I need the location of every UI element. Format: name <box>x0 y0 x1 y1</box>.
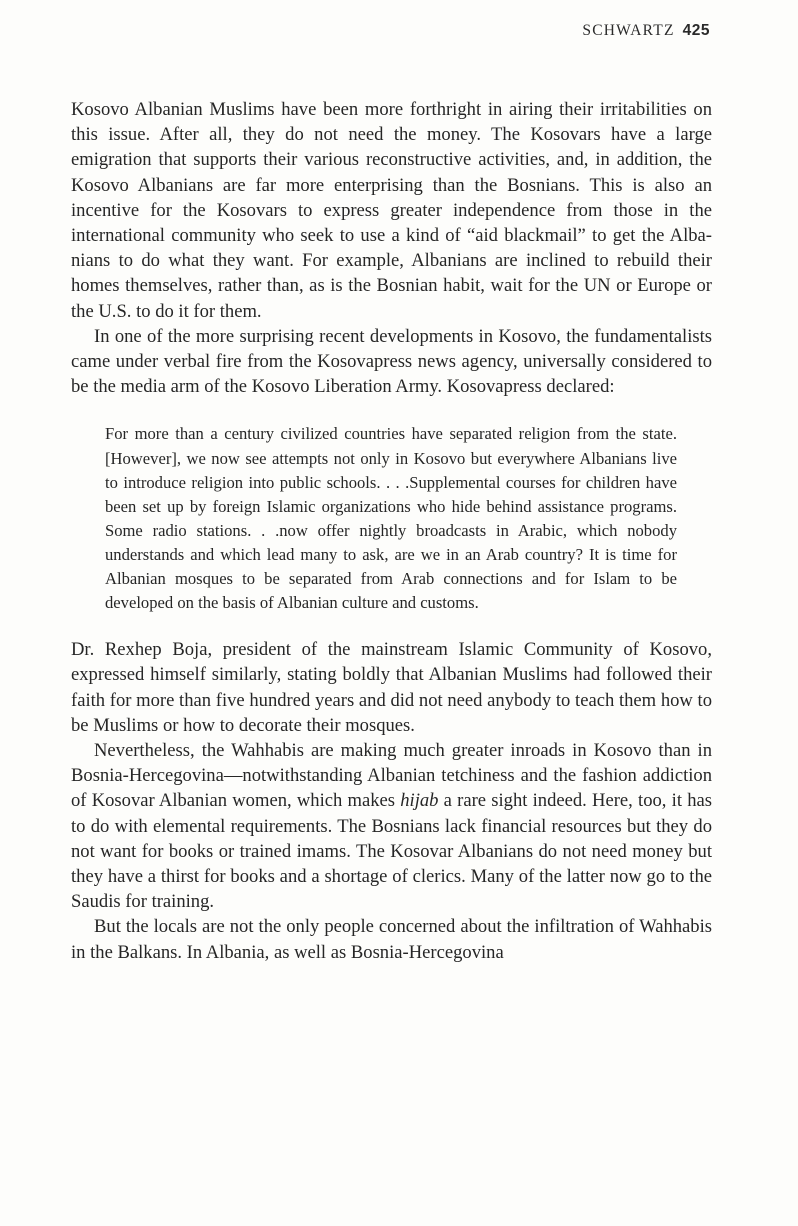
paragraph-3: Dr. Rexhep Boja, president of the mainstream Islamic Community of Kosovo, expressed himself similarly, stating boldly that Albanian Muslims had followed their faith for more than five hundred years and did not need anybody to teach them how to be Muslims or how to decorate their mosques. <box>71 639 712 736</box>
paragraph-4 <box>71 738 712 914</box>
page-number: 425 <box>682 22 710 39</box>
paragraph-4-end: a rare sight indeed. Here, too, it has to do with elemental requirements. The Bosnians lack financial resources but they do not want for books or trained imams. The Kosovar Albanians do not need money but they have a thirst for books and a shortage of clerics. Many of the latter now go to the Saudis for training. <box>71 790 712 913</box>
running-header <box>582 22 710 40</box>
running-head: SCHWARTZ <box>582 22 675 39</box>
hijab-term: hijab <box>400 790 439 812</box>
paragraph-2: In one of the more surprising recent developments in Kosovo, the fundamentalists came under verbal fire from the Kosovapress news agency, universally considered to be the media arm of the Kosovo Liberation Army. Kosovapress declared: <box>71 325 712 398</box>
page-body <box>71 97 712 965</box>
block-quote <box>105 422 677 615</box>
paragraph-4-start: Nevertheless, the Wahhabis are making much greater inroads in Kosovo than in Bosnia-Hercegovina—notwithstanding Albanian tetchiness and the fashion addiction of Kosovar Albanian women, which makes <box>71 740 712 812</box>
paragraph-5: But the locals are not the only people concerned about the infiltration of Wahhabis in the Balkans. In Albania, as well as Bosnia-Hercegovina <box>71 916 712 963</box>
paragraph-1: Kosovo Albanian Muslims have been more forthright in airing their irritabilities on this issue. After all, they do not need the money. The Kosovars have a large emigration that supports their various reconstructive activities, and, in addition, the Kosovo Albanians are far more enterprising than the Bosnians. This is also an incentive for the Kosovars to express greater independence from those in the international community who seek to use a kind of “aid blackmail” to get the Albanians to do what they want. For example, Albanians are inclined to rebuild their homes themselves, rather than, as is the Bosnian habit, wait for the UN or Europe or the U.S. to do it for them. <box>71 99 712 322</box>
block-quote-text: For more than a century civilized countries have separated religion from the state. [However], we now see attempts not only in Kosovo but everywhere Albanians live to introduce religion into public schools. . . .Supplemental courses for children have been set up by foreign Islamic organizations who hide behind assistance programs. Some radio stations. . .now offer nightly broadcasts in Arabic, which nobody understands and which lead many to ask, are we in an Arab country? It is time for Albanian mosques to be separated from Arab connections and for Islam to be developed on the basis of Albanian culture and customs. <box>105 424 677 613</box>
